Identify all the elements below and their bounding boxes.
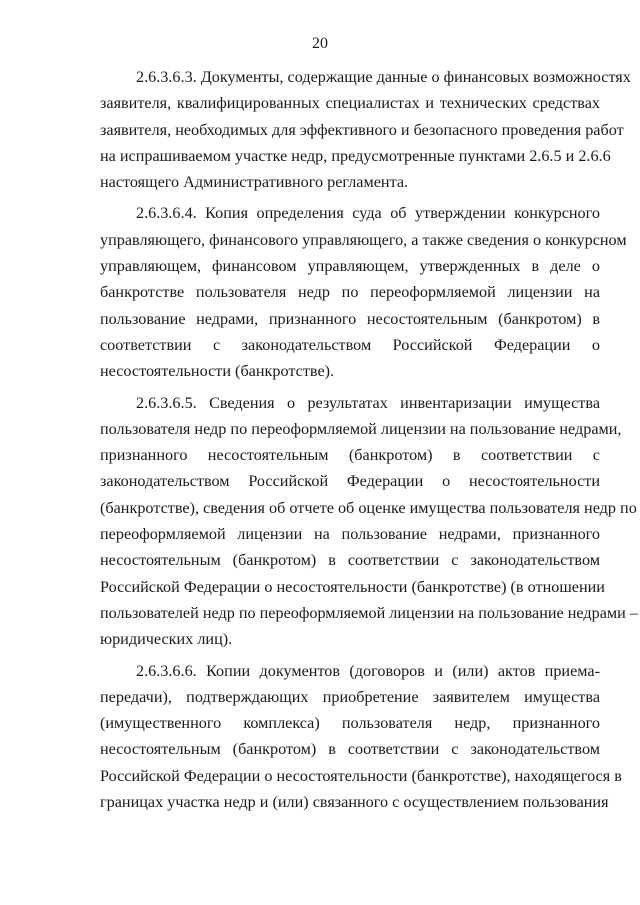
text-line: заявителя, квалифицированных специалистах и технических средствах <box>100 94 600 113</box>
text-line: 2.6.3.6.5. Сведения о результатах инвентаризации имущества <box>136 393 600 412</box>
paragraph-2-6-3-6-4 <box>100 200 627 384</box>
document-body <box>100 64 638 820</box>
text-line: Российской Федерации о несостоятельности (банкротстве), находящегося в <box>100 766 622 785</box>
text-line: управляющем, финансовом управляющем, утвержденных в деле о <box>100 257 600 276</box>
paragraph-2-6-3-6-3 <box>100 64 631 195</box>
page-number: 20 <box>312 35 328 52</box>
text-line: юридических лиц). <box>100 630 233 649</box>
text-line: 2.6.3.6.4. Копия определения суда об утверждении конкурсного <box>136 204 600 223</box>
text-line: законодательством Российской Федерации о несостоятельности <box>100 472 600 491</box>
text-line: несостоятельным (банкротом) в соответствии с законодательством <box>100 551 600 570</box>
text-line: Российской Федерации о несостоятельности (банкротстве) (в отношении <box>100 577 605 596</box>
text-line: настоящего Административного регламента. <box>100 173 409 192</box>
paragraph-2-6-3-6-6 <box>100 658 622 816</box>
text-line: управляющего, финансового управляющего, а также сведения о конкурсном <box>100 230 627 249</box>
text-line: несостоятельным (банкротом) в соответствии с законодательством <box>100 740 600 759</box>
text-line: соответствии с законодательством Российской Федерации о <box>100 335 600 354</box>
text-line: несостоятельности (банкротстве). <box>100 362 335 381</box>
paragraph-2-6-3-6-5 <box>100 390 638 653</box>
text-line: (банкротстве), сведения об отчете об оценке имущества пользователя недр по <box>100 498 637 517</box>
text-line: банкротстве пользователя недр по переоформляемой лицензии на <box>100 283 600 302</box>
text-line: пользователей недр по переоформляемой лицензии на пользование недрами – <box>100 603 638 622</box>
text-line: признанного несостоятельным (банкротом) в соответствии с <box>100 446 600 465</box>
text-line: границах участка недр и (или) связанного с осуществлением пользования <box>100 793 609 812</box>
text-line: 2.6.3.6.3. Документы, содержащие данные о финансовых возможностях <box>136 68 631 86</box>
text-line: пользователя недр по переоформляемой лицензии на пользование недрами, <box>100 419 622 438</box>
text-line: 2.6.3.6.6. Копии документов (договоров и (или) актов приема- <box>136 661 600 680</box>
text-line: передачи), подтверждающих приобретение заявителем имущества <box>100 687 600 706</box>
text-line: (имущественного комплекса) пользователя недр, признанного <box>100 714 600 733</box>
text-line: переоформляемой лицензии на пользование недрами, признанного <box>100 525 600 544</box>
text-line: на испрашиваемом участке недр, предусмотренные пунктами 2.6.5 и 2.6.6 <box>100 146 611 165</box>
text-line: пользование недрами, признанного несостоятельным (банкротом) в <box>100 309 600 328</box>
text-line: заявителя, необходимых для эффективного и безопасного проведения работ <box>100 120 624 139</box>
